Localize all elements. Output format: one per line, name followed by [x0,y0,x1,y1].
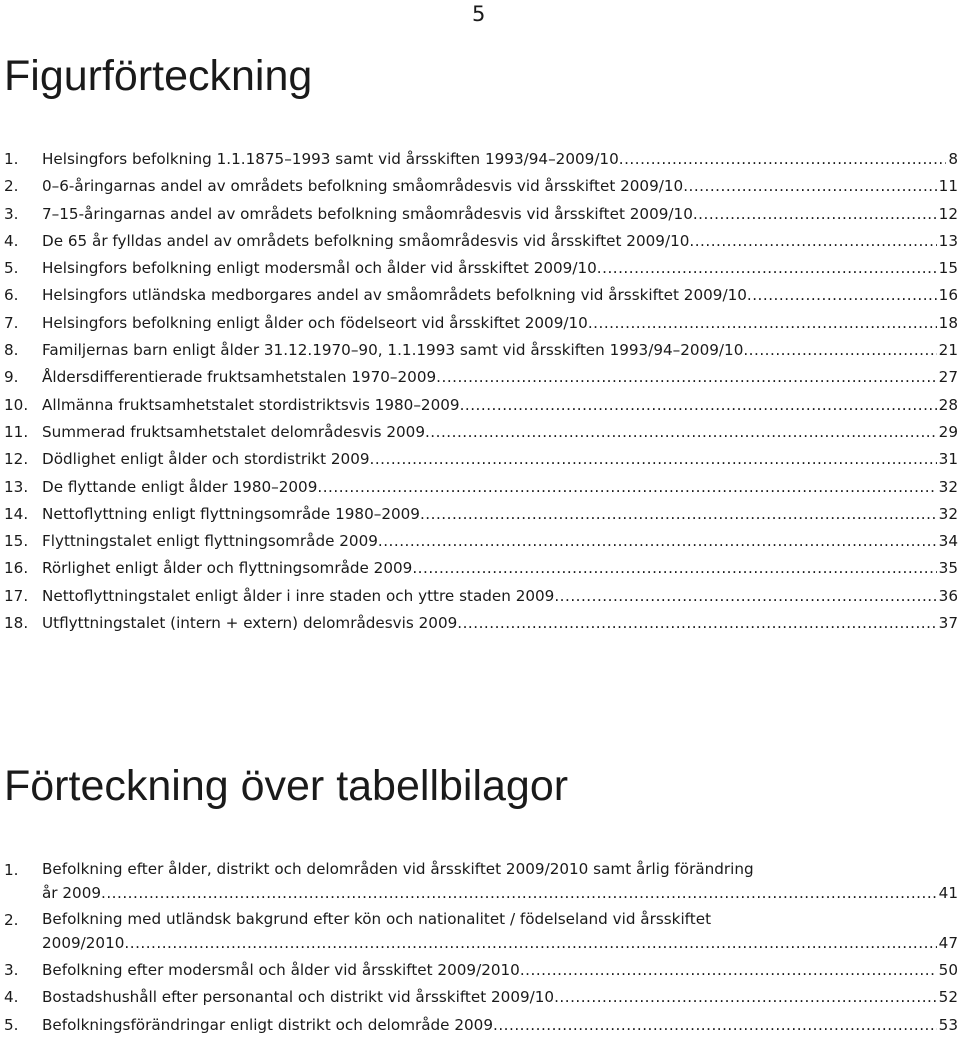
dot-leader [588,310,937,337]
dot-leader [460,392,937,419]
toc-entry[interactable] [4,610,958,637]
entry-page-number: 50 [938,961,958,979]
entry-page-number: 34 [938,532,958,551]
entry-title: Helsingfors befolkning enligt modersmål och ålder vid årsskiftet 2009/10 [42,259,597,278]
figure-list [4,146,958,637]
entry-body [42,173,958,200]
entry-body [42,201,958,228]
entry-number: 8. [4,341,19,360]
entry-page-number: 12 [938,204,958,223]
entry-body [42,282,958,309]
dot-leader [554,984,937,1011]
entry-body [42,310,958,337]
entry-title: Helsingfors befolkning enligt ålder och födelseort vid årsskiftet 2009/10 [42,313,588,332]
entry-title: Allmänna fruktsamhetstalet stordistriktsvis 1980–2009 [42,395,460,414]
dot-leader [378,528,937,555]
entry-body [42,419,958,446]
entry-body [42,528,958,555]
dot-leader [689,228,936,255]
entry-number: 1. [4,150,19,168]
toc-entry[interactable] [4,907,958,957]
entry-page-number: 16 [938,286,958,305]
entry-body [42,228,958,255]
toc-entry[interactable] [4,419,958,446]
entry-page-number: 8 [948,150,958,168]
entry-page-number: 36 [938,586,958,605]
toc-entry[interactable] [4,364,958,391]
entry-title: Befolkningsförändringar enligt distrikt och delområde 2009 [42,1015,494,1034]
entry-title: Dödlighet enligt ålder och stordistrikt 2009 [42,450,370,469]
dot-leader [457,610,936,637]
toc-entry[interactable] [4,583,958,610]
toc-entry[interactable] [4,446,958,473]
entry-body [42,957,958,984]
entry-page-number: 32 [938,477,958,496]
entry-number: 13. [4,477,29,496]
dot-leader [693,201,937,228]
entry-number: 15. [4,532,29,551]
entry-body [42,364,958,391]
entry-number: 4. [4,988,19,1007]
toc-entry[interactable] [4,957,958,984]
entry-title: 7–15-åringarnas andel av områdets befolkning småområdesvis vid årsskiftet 2009/10 [42,204,693,223]
entry-page-number: 52 [938,988,958,1007]
entry-body [42,146,958,173]
toc-entry[interactable] [4,1012,958,1039]
dot-leader [420,501,937,528]
entry-number: 17. [4,586,29,605]
entry-number: 7. [4,313,19,332]
entry-page-number: 32 [938,504,958,523]
entry-body [42,555,958,582]
entry-number: 2. [4,177,19,196]
entry-page-number: 35 [938,559,958,578]
entry-body [42,474,958,501]
dot-leader [743,337,936,364]
dot-leader [747,282,937,309]
entry-body [42,337,958,364]
dot-leader [124,931,936,955]
dot-leader [554,583,936,610]
dot-leader [597,255,937,282]
entry-title-line1: Befolkning efter ålder, distrikt och delområden vid årsskiftet 2009/2010 samt årlig förändring [42,860,754,878]
entry-number: 5. [4,259,19,278]
entry-title: Helsingfors utländska medborgares andel av småområdets befolkning vid årsskiftet 2009/10 [42,286,747,305]
dot-leader [412,555,936,582]
entry-body [42,907,958,955]
entry-page-number: 27 [938,368,958,387]
entry-title-line2 [42,881,958,905]
entry-title: Helsingfors befolkning 1.1.1875–1993 samt vid årsskiften 1993/94–2009/10 [42,150,619,168]
entry-number: 11. [4,422,29,441]
toc-entry[interactable] [4,310,958,337]
table-list [4,857,958,1039]
entry-title: Rörlighet enligt ålder och flyttningsområde 2009 [42,559,413,578]
entry-page-number: 15 [938,259,958,278]
dot-leader [425,419,937,446]
toc-entry[interactable] [4,201,958,228]
dot-leader [436,364,937,391]
dot-leader [317,474,936,501]
entry-number: 16. [4,559,29,578]
entry-body [42,610,958,637]
entry-number: 3. [4,204,19,223]
entry-title: Flyttningstalet enligt flyttningsområde 2009 [42,532,378,551]
dot-leader [520,957,937,984]
entry-number: 5. [4,1015,19,1034]
entry-number: 2. [4,911,19,929]
dot-leader [370,446,937,473]
entry-title-line2 [42,931,958,955]
entry-body [42,1012,958,1039]
entry-body [42,446,958,473]
entry-title: 0–6-åringarnas andel av områdets befolkning småområdesvis vid årsskiftet 2009/10 [42,177,684,196]
entry-number: 10. [4,395,29,414]
entry-number: 3. [4,961,19,979]
entry-page-number: 53 [938,1015,958,1034]
toc-entry[interactable] [4,474,958,501]
entry-number: 9. [4,368,19,387]
entry-body [42,392,958,419]
entry-number: 18. [4,614,29,633]
entry-page-number: 41 [938,884,958,902]
toc-entry[interactable] [4,146,958,173]
entry-page-number: 13 [938,231,958,250]
entry-body [42,984,958,1011]
entry-title: Utflyttningstalet (intern + extern) delområdesvis 2009 [42,614,458,633]
entry-number: 12. [4,450,29,469]
dot-leader [101,881,937,905]
entry-number: 6. [4,286,19,305]
entry-number: 4. [4,231,19,250]
dot-leader [619,146,947,173]
toc-entry[interactable] [4,984,958,1011]
dot-leader [493,1012,937,1039]
toc-entry[interactable] [4,857,958,907]
entry-page-number: 21 [938,341,958,360]
entry-title: Summerad fruktsamhetstalet delområdesvis 2009 [42,422,425,441]
entry-page-number: 18 [938,313,958,332]
entry-title: Befolkning efter modersmål och ålder vid årsskiftet 2009/2010 [42,961,520,979]
entry-number: 14. [4,504,29,523]
entry-page-number: 47 [938,934,958,952]
toc-entry[interactable] [4,337,958,364]
entry-title: De 65 år fylldas andel av områdets befolkning småområdesvis vid årsskiftet 2009/10 [42,231,690,250]
figure-list-heading: Figurförteckning [4,52,313,100]
entry-title: Nettoflyttning enligt flyttningsområde 1980–2009 [42,504,420,523]
entry-title: Bostadshushåll efter personantal och distrikt vid årsskiftet 2009/10 [42,988,555,1007]
table-list-heading: Förteckning över tabellbilagor [4,762,569,810]
entry-title: Familjernas barn enligt ålder 31.12.1970–90, 1.1.1993 samt vid årsskiften 1993/94–2009/10 [42,341,744,360]
entry-title: år 2009 [42,884,102,902]
toc-entry[interactable] [4,501,958,528]
toc-entry[interactable] [4,528,958,555]
entry-number: 1. [4,861,19,879]
entry-page-number: 29 [938,422,958,441]
entry-body [42,255,958,282]
entry-page-number: 28 [938,395,958,414]
entry-page-number: 37 [938,614,958,633]
toc-entry[interactable] [4,173,958,200]
entry-body [42,501,958,528]
toc-entry[interactable] [4,555,958,582]
dot-leader [683,173,936,200]
entry-body [42,583,958,610]
toc-entry[interactable] [4,228,958,255]
entry-title: 2009/2010 [42,934,125,952]
toc-entry[interactable] [4,282,958,309]
entry-body [42,857,958,905]
entry-title-line1: Befolkning med utländsk bakgrund efter kön och nationalitet / födelseland vid årsskiftet [42,910,712,928]
toc-entry[interactable] [4,392,958,419]
entry-title: Nettoflyttningstalet enligt ålder i inre staden och yttre staden 2009 [42,586,555,605]
toc-entry[interactable] [4,255,958,282]
page-number: 5 [472,2,486,26]
entry-title: De flyttande enligt ålder 1980–2009 [42,477,318,496]
entry-title: Åldersdifferentierade fruktsamhetstalen 1970–2009 [42,368,437,387]
entry-page-number: 31 [938,450,958,469]
entry-page-number: 11 [938,177,958,196]
